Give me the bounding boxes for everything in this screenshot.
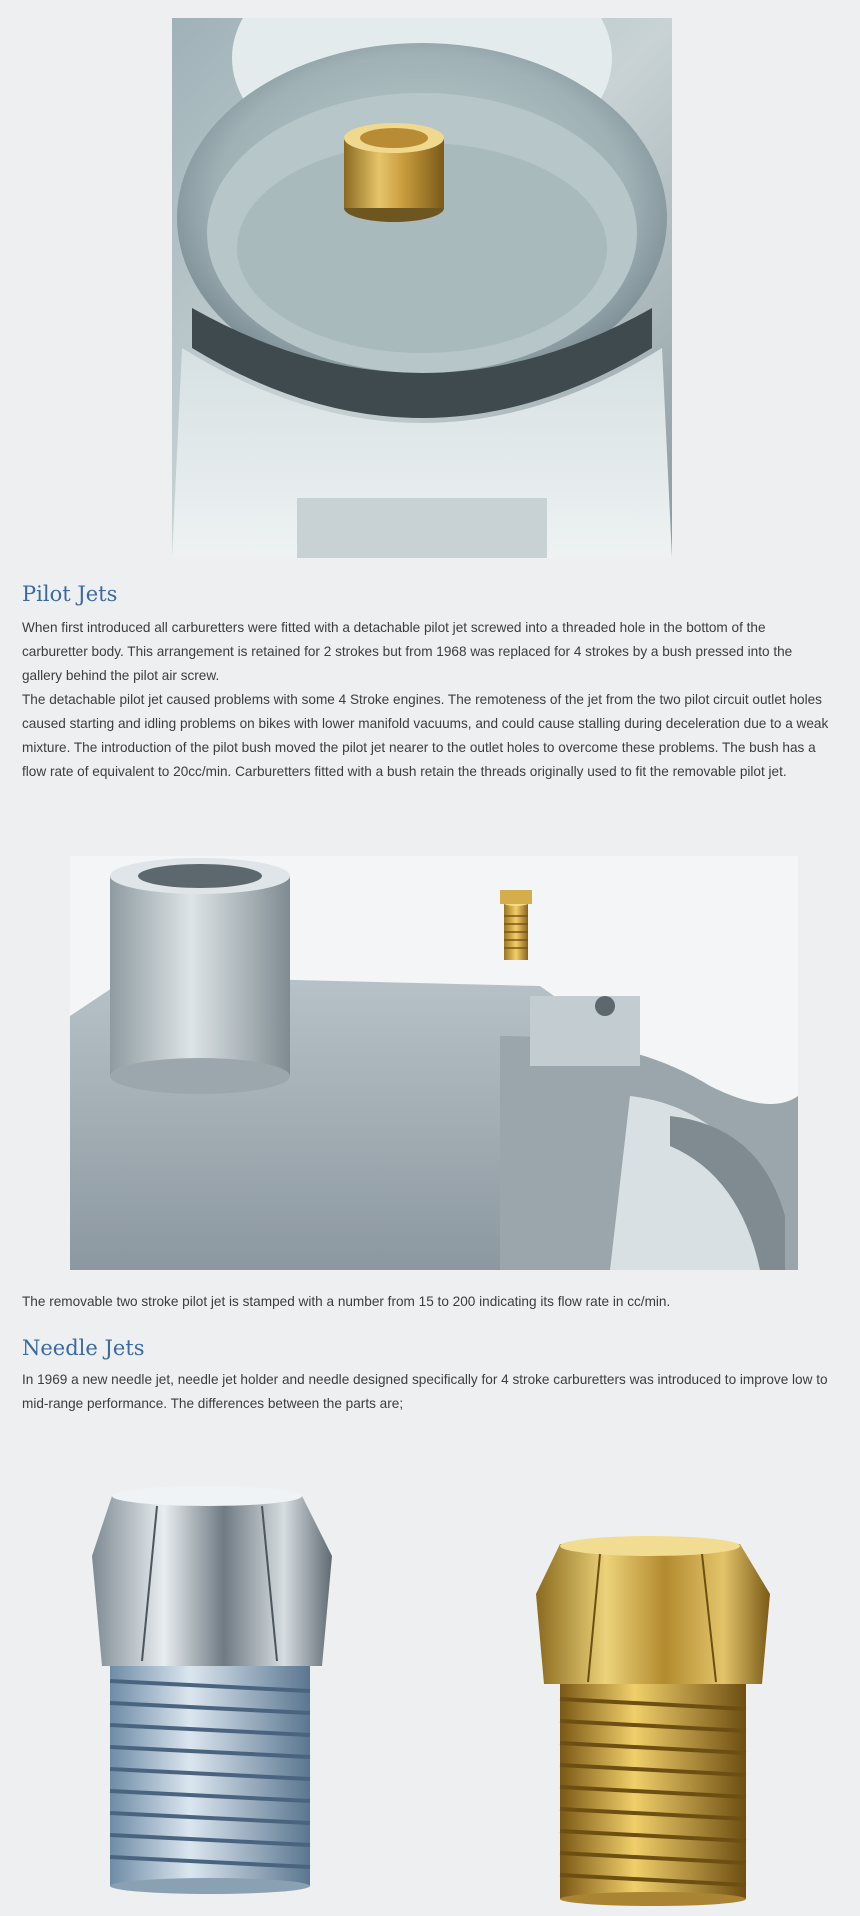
steel-needle-jet-photo (82, 1476, 338, 1896)
pilot-jets-paragraph-2: The detachable pilot jet caused problems with some 4 Stroke engines. The remoteness of the jet from the two pilot circuit outlet holes caused starting and idling problems on bikes with lower manifold vacuums, and could cause stalling during deceleration due to a weak mixture. The introduction of the pilot bush moved the pilot jet nearer to the outlet holes to overcome these problems. The bush has a flow rate of equivalent to 20cc/min. Carburetters fitted with a bush retain the threads originally used to fit the removable pilot jet. (22, 692, 829, 779)
needle-jets-paragraph-1: In 1969 a new needle jet, needle jet holder and needle designed specifically for 4 stroke carburetters was introduced to improve low to mid-range performance. The differences between the parts are; (22, 1372, 828, 1411)
needle-jets-heading: Needle Jets (22, 1336, 145, 1360)
pilot-bush-photo (172, 18, 672, 558)
pilot-jets-heading: Pilot Jets (22, 582, 118, 606)
brass-needle-jet-photo (530, 1534, 776, 1906)
pilot-jets-paragraph-1: When first introduced all carburetters were fitted with a detachable pilot jet screwed into a threaded hole in the bottom of the carburetter body. This arrangement is retained for 2 strokes but from 1968 was replaced for 4 strokes by a bush pressed into the gallery behind the pilot air screw. (22, 620, 793, 683)
pilot-jet-photo (70, 856, 798, 1270)
pilot-jet-caption: The removable two stroke pilot jet is stamped with a number from 15 to 200 indicating its flow rate in cc/min. (22, 1294, 671, 1309)
